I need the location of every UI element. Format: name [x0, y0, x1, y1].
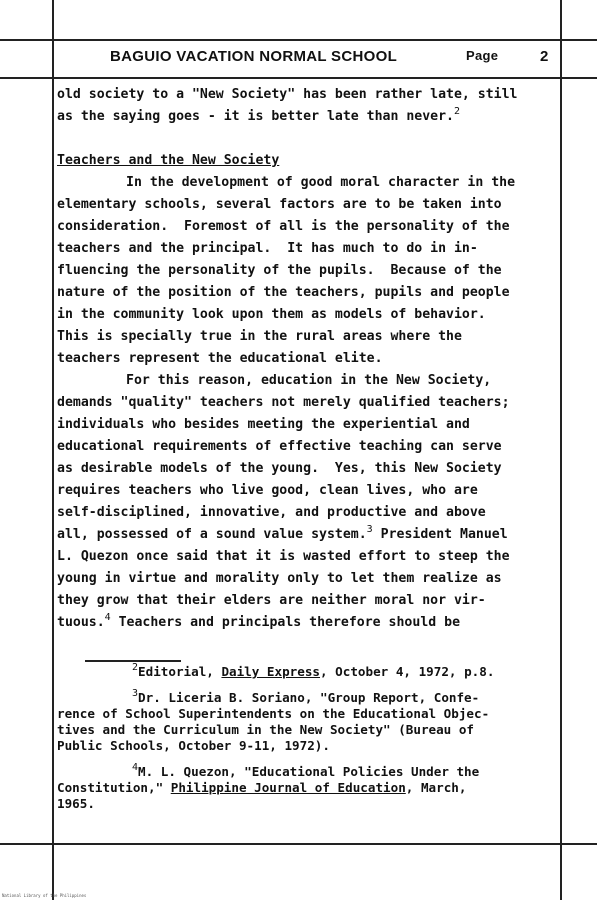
paragraph-2-line: self-disciplined, innovative, and productive and above — [57, 505, 486, 520]
paragraph-1-line: This is specially true in the rural areas where the — [57, 329, 462, 344]
paragraph-2-line: they grow that their elders are neither moral nor vir- — [57, 593, 486, 608]
header-rule — [0, 77, 597, 79]
paragraph-1-line: nature of the position of the teachers, pupils and people — [57, 285, 510, 300]
continuation-line-1: old society to a "New Society" has been rather late, still — [57, 87, 518, 102]
paragraph-2-line: young in virtue and morality only to let them realize as — [57, 571, 502, 586]
paragraph-1-line: in the community look upon them as models of behavior. — [57, 307, 486, 322]
paragraph-2-line: For this reason, education in the New Society, — [126, 373, 492, 388]
paragraph-1-line: teachers and the principal. It has much to do in in- — [57, 241, 478, 256]
top-rule — [0, 39, 597, 41]
footnote-ref-4: 4 — [104, 612, 111, 623]
section-heading: Teachers and the New Society — [57, 153, 280, 168]
paragraph-1-line: consideration. Foremost of all is the personality of the — [57, 219, 510, 234]
paragraph-2-line: L. Quezon once said that it is wasted effort to steep the — [57, 549, 510, 564]
left-margin-rule — [52, 0, 54, 900]
paragraph-2-line: tuous.$^4$ Teachers and principals therefore should be — [57, 612, 461, 630]
page-label: Page — [466, 48, 499, 63]
footnote-3: $^3$Dr. Liceria B. Soriano, "Group Report, Confe- rence of School Superintendents on the Educational Objec- tives and the Curriculum in the New Society" (Bureau of Public Schools, October 9-11, 1972). — [57, 688, 490, 753]
page-number: 2 — [540, 48, 549, 65]
school-title: BAGUIO VACATION NORMAL SCHOOL — [110, 48, 398, 65]
paragraph-2-line: all, possessed of a sound value system.$^3$ President Manuel — [57, 524, 508, 542]
paragraph-2-line: as desirable models of the young. Yes, this New Society — [57, 461, 502, 476]
body-text — [57, 84, 562, 634]
paragraph-2-line: individuals who besides meeting the experiential and — [57, 417, 470, 432]
footnote-2: $^2$Editorial, Daily Express, October 4, 1972, p.8. — [132, 662, 495, 679]
footnote-4: $^4$M. L. Quezon, "Educational Policies Under the Constitution," Philippine Journal of Education, March, 1965. — [57, 762, 480, 811]
paragraph-2-line: requires teachers who live good, clean lives, who are — [57, 483, 478, 498]
paragraph-2-line: demands "quality" teachers not merely qualified teachers; — [57, 395, 510, 410]
continuation-line-2: as the saying goes - it is better late than never.$^2$ — [57, 106, 461, 124]
footnote-ref-3: 3 — [366, 524, 373, 535]
bottom-rule — [0, 843, 597, 845]
scan-caption: National Library of the Philippines — [2, 893, 87, 898]
paragraph-1-line: elementary schools, several factors are to be taken into — [57, 197, 502, 212]
page-header — [54, 48, 560, 70]
journal-title: Philippine Journal of Education — [170, 780, 406, 795]
source-title: Daily Express — [221, 664, 321, 679]
footnotes — [57, 664, 562, 822]
footnote-ref-2: 2 — [453, 106, 461, 117]
paragraph-1-line: In the development of good moral character in the — [126, 175, 516, 190]
paragraph-2-line: educational requirements of effective teaching can serve — [57, 439, 502, 454]
paragraph-1-line: teachers represent the educational elite. — [57, 351, 383, 366]
paragraph-1-line: fluencing the personality of the pupils. Because of the — [57, 263, 502, 278]
